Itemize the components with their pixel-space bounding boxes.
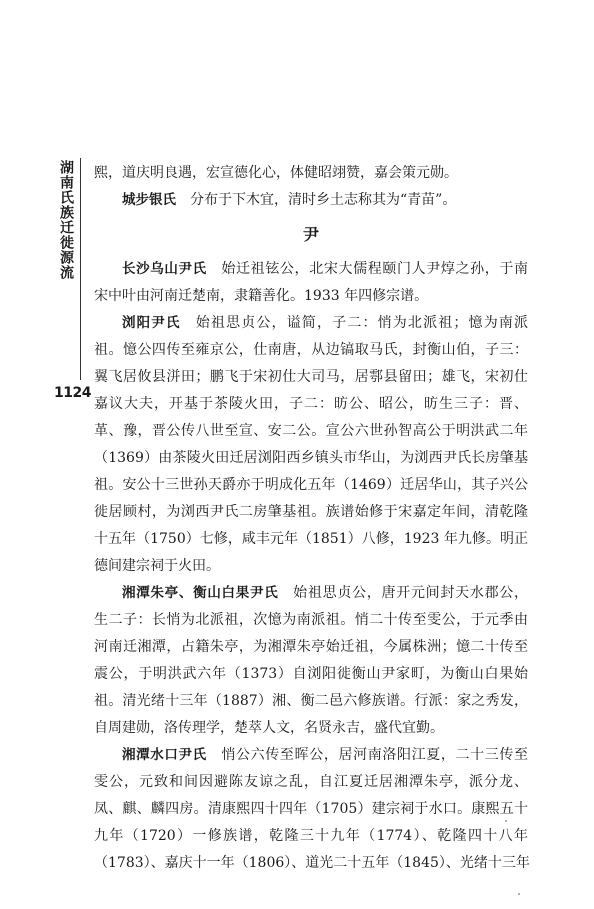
line-text: 祖。憶公四传至雍京公，仕南唐，从边镐取马氏，封衡山伯，子三： bbox=[94, 342, 528, 358]
line-text: 祖。安公十三世孙天爵亦于明成化五年（1469）迁居华山，其子兴公 bbox=[94, 477, 528, 493]
text-block-yin-clans bbox=[94, 256, 528, 877]
line-text: 翼飞居攸县洴田；鹏飞于宋初仕大司马，居鄠县留田；雄飞，宋初仕 bbox=[94, 369, 528, 385]
text-line bbox=[94, 391, 528, 418]
text-line bbox=[94, 256, 528, 283]
line-text: 宋中叶由河南迁楚南，隶籍善化。1933 年四修宗谱。 bbox=[94, 288, 429, 304]
line-text: 熙，道庆明良遇，宏宣德化心，体健昭翊赞，嘉会策元勋。 bbox=[94, 165, 458, 181]
line-text: 九年（1720）一修族谱，乾隆三十九年（1774）、乾隆四十八年 bbox=[94, 828, 528, 844]
section-heading: 尹 bbox=[302, 225, 319, 244]
text-line bbox=[94, 283, 528, 310]
text-line bbox=[94, 661, 528, 688]
text-line bbox=[94, 580, 528, 607]
text-line bbox=[94, 364, 528, 391]
line-text: 始祖思贞公，唐开元间封天水郡公， bbox=[278, 585, 529, 601]
line-text: 雯公，元致和间因避陈友谅之乱，自江夏迁居湘潭朱亭，派分龙、 bbox=[94, 774, 528, 790]
text-line bbox=[94, 160, 528, 187]
running-title: 湖南氏族迁徙源流 bbox=[58, 160, 74, 280]
text-line bbox=[94, 607, 528, 634]
margin-rule bbox=[80, 158, 81, 380]
line-text: （1783）、嘉庆十一年（1806）、道光二十五年（1845）、光绪十三年 bbox=[94, 855, 530, 871]
page-number: 1124 bbox=[54, 385, 91, 401]
line-text: 生二子：长悄为北派祖，次憶为南派祖。悄二十传至雯公，于元季由 bbox=[94, 612, 528, 628]
line-text: 德间建宗祠于火田。 bbox=[94, 558, 220, 574]
line-text: 始迁祖铉公，北宋大儒程颐门人尹焞之孙，于南 bbox=[206, 261, 529, 277]
scan-speck bbox=[505, 820, 507, 822]
line-text: 徙居顾村，为浏西尹氏二房肇基祖。族谱始修于宋嘉定年间，清乾隆 bbox=[94, 504, 528, 520]
line-text: 十五年（1750）七修，咸丰元年（1851）八修，1923 年九修。明正 bbox=[94, 531, 528, 547]
clan-heading: 浏阳尹氏 bbox=[122, 315, 181, 331]
text-line bbox=[94, 553, 528, 580]
clan-heading: 长沙乌山尹氏 bbox=[122, 261, 207, 277]
line-text: 祖。清光绪十三年（1887）湘、衡二邑六修族谱。行派：家之秀发， bbox=[94, 693, 528, 709]
text-line bbox=[94, 769, 528, 796]
text-line bbox=[94, 823, 528, 850]
text-line bbox=[94, 187, 528, 214]
text-line bbox=[94, 499, 528, 526]
line-text: 悄公六传至晖公，居河南洛阳江夏，二十三传至 bbox=[206, 747, 529, 763]
scan-speck bbox=[518, 893, 520, 895]
line-text: （1369）由茶陵火田迁居浏阳西乡镇头市华山，为浏西尹氏长房肇基 bbox=[94, 450, 528, 466]
page-body bbox=[94, 160, 528, 877]
text-line bbox=[94, 850, 528, 877]
text-line bbox=[94, 337, 528, 364]
line-text: 震公，于明洪武六年（1373）自浏阳徙衡山尹家町，为衡山白果始 bbox=[94, 666, 528, 682]
text-line bbox=[94, 472, 528, 499]
line-text: 凤、麒、麟四房。清康熙四十四年（1705）建宗祠于水口。康熙五十 bbox=[94, 801, 528, 817]
clan-heading: 城步银氏 bbox=[122, 192, 176, 208]
text-line bbox=[94, 796, 528, 823]
text-line bbox=[94, 310, 528, 337]
text-line bbox=[94, 742, 528, 769]
text-line bbox=[94, 418, 528, 445]
line-text: 革、豫，晋公传八世至宣、安二公。宣公六世孙智高公于明洪武二年 bbox=[94, 423, 528, 439]
text-line bbox=[94, 526, 528, 553]
line-text: 始祖思贞公，谥简，子二：悄为北派祖；憶为南派 bbox=[180, 315, 529, 331]
text-line bbox=[94, 634, 528, 661]
text-line bbox=[94, 715, 528, 742]
text-line bbox=[94, 688, 528, 715]
line-text: 嘉议大夫，开基于茶陵火田，子二：昉公、昭公，昉生三子：晋、 bbox=[94, 396, 528, 412]
clan-heading: 湘潭朱亭、衡山白果尹氏 bbox=[122, 585, 279, 601]
text-line bbox=[94, 445, 528, 472]
line-text: 河南迁湘潭，占籍朱亭，为湘潭朱亭始迁祖，今属株洲；憶二十传至 bbox=[94, 639, 528, 655]
clan-heading: 湘潭水口尹氏 bbox=[122, 747, 207, 763]
line-text: 分布于下木宜，清时乡土志称其为“青苗”。 bbox=[176, 192, 457, 208]
line-text: 自周建勋，洛传理学，楚萃人文，名贤永吉，盛代宜勤。 bbox=[94, 720, 444, 736]
text-block-yin-intro bbox=[94, 160, 528, 214]
